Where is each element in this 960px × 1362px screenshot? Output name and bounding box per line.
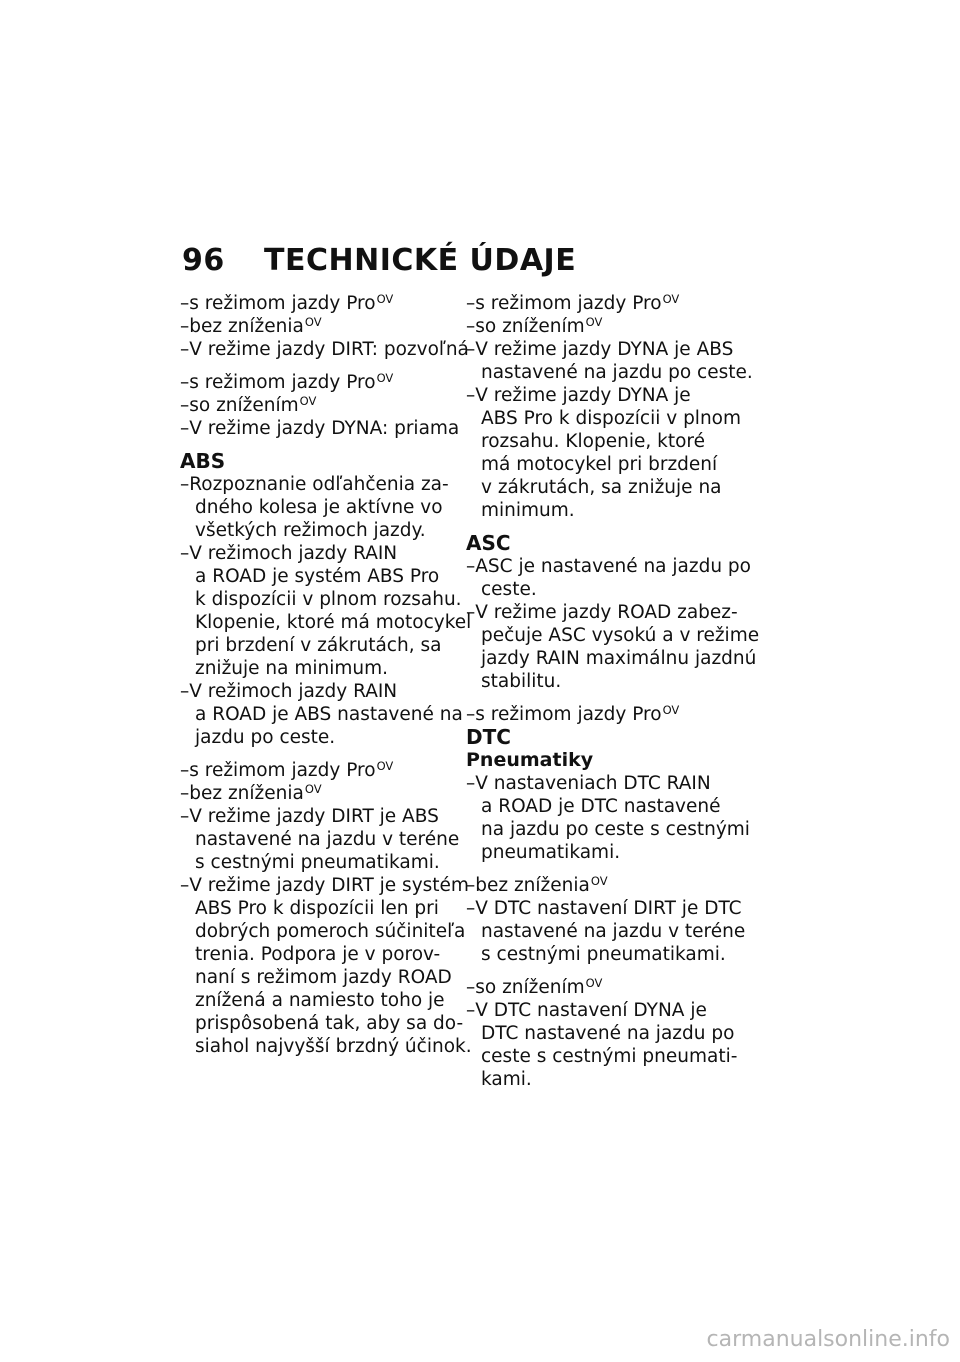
text-line [180, 943, 452, 966]
line-text: ABS Pro k dispozícii v plnom [481, 408, 742, 429]
line-text: –V režime jazdy DYNA je ABS [466, 339, 734, 360]
line-text: –s režimom jazdy Pro [180, 372, 376, 393]
text-line [180, 782, 452, 805]
line-text: DTC [466, 725, 511, 749]
left-column [180, 292, 472, 1058]
text-line [466, 670, 738, 693]
line-text: –so znížením [466, 316, 585, 337]
text-line [466, 624, 760, 647]
text-line [180, 1035, 472, 1058]
line-text: –so znížením [180, 395, 299, 416]
text-line [180, 966, 452, 989]
line-text: –V režime jazdy DIRT je systém [180, 875, 469, 896]
text-line [466, 578, 738, 601]
ov-superscript: OV [299, 394, 317, 408]
page-number: 96 [182, 243, 225, 278]
text-line [180, 703, 463, 726]
section-heading [466, 532, 738, 555]
section-heading [466, 749, 738, 772]
line-text: nastavené na jazdu po ceste. [481, 362, 753, 383]
text-line [180, 897, 452, 920]
text-line [466, 1045, 738, 1068]
text-line [180, 634, 452, 657]
text-line [466, 555, 751, 578]
line-text: pneumatikami. [481, 842, 621, 863]
text-line [466, 430, 738, 453]
text-line [466, 384, 738, 407]
ov-superscript: OV [662, 292, 680, 306]
text-line [466, 999, 738, 1022]
line-text: pečuje ASC vysokú a v režime [481, 625, 760, 646]
line-text: –V režime jazdy DIRT je ABS [180, 806, 439, 827]
text-line [180, 542, 452, 565]
line-text: naní s režimom jazdy ROAD [195, 967, 452, 988]
line-text: –V DTC nastavení DYNA je [466, 1000, 707, 1021]
line-text: nastavené na jazdu v teréne [195, 829, 460, 850]
text-line [180, 726, 452, 749]
line-text: –V režime jazdy ROAD zabez- [466, 602, 738, 623]
line-text: –V režime jazdy DYNA je [466, 385, 691, 406]
line-text: –V režimoch jazdy RAIN [180, 543, 398, 564]
line-text: –V režime jazdy DIRT: pozvoľná [180, 339, 469, 360]
line-text: stabilitu. [481, 671, 562, 692]
line-text: ABS [180, 449, 226, 473]
text-line [466, 292, 738, 315]
line-text: všetkých režimoch jazdy. [195, 520, 426, 541]
line-text: –V režime jazdy DYNA: priama [180, 418, 460, 439]
line-text: ABS Pro k dispozícii len pri [195, 898, 439, 919]
text-line [466, 943, 738, 966]
text-line [466, 315, 738, 338]
line-text: prispôsobená tak, aby sa do- [195, 1013, 464, 1034]
text-line [180, 851, 452, 874]
line-text: v zákrutách, sa znižuje na [481, 477, 722, 498]
line-text: –bez zníženia [466, 875, 590, 896]
paragraph-gap [180, 361, 452, 371]
ov-superscript: OV [304, 782, 322, 796]
text-line [466, 1068, 738, 1091]
text-line [466, 647, 757, 670]
line-text: znížená a namiesto toho je [195, 990, 445, 1011]
text-line [466, 601, 738, 624]
line-text: rozsahu. Klopenie, ktoré [481, 431, 706, 452]
line-text: dobrých pomeroch súčiniteľa [195, 921, 466, 942]
line-text: k dispozícii v plnom rozsahu. [195, 589, 462, 610]
line-text: minimum. [481, 500, 575, 521]
line-text: ASC [466, 531, 511, 555]
section-heading [466, 726, 738, 749]
text-line [180, 828, 460, 851]
page-title: TECHNICKÉ ÚDAJE [264, 243, 577, 278]
line-text: s cestnými pneumatikami. [195, 852, 440, 873]
ov-superscript: OV [376, 371, 394, 385]
ov-superscript: OV [376, 759, 394, 773]
line-text: –s režimom jazdy Pro [466, 293, 662, 314]
text-line [466, 453, 738, 476]
line-text: dného kolesa je aktívne vo [195, 497, 443, 518]
line-text: jazdy RAIN maximálnu jazdnú [481, 648, 757, 669]
line-text: –V režimoch jazdy RAIN [180, 681, 398, 702]
ov-superscript: OV [376, 292, 394, 306]
page-header [182, 243, 576, 278]
line-text: –V nastaveniach DTC RAIN [466, 773, 711, 794]
ov-superscript: OV [585, 976, 603, 990]
ov-superscript: OV [590, 874, 608, 888]
line-text: a ROAD je DTC nastavené [481, 796, 721, 817]
line-text: na jazdu po ceste s cestnými [481, 819, 750, 840]
text-line [466, 920, 746, 943]
text-line [466, 703, 738, 726]
text-line [180, 657, 452, 680]
line-text: s cestnými pneumatikami. [481, 944, 726, 965]
text-line [180, 989, 452, 1012]
text-line [180, 417, 460, 440]
line-text: má motocykel pri brzdení [481, 454, 718, 475]
line-text: –so znížením [466, 977, 585, 998]
text-line [466, 818, 750, 841]
right-column [466, 292, 760, 1091]
line-text: –bez zníženia [180, 783, 304, 804]
section-heading [180, 450, 452, 473]
text-line [180, 874, 469, 897]
line-text: Klopenie, ktoré má motocykel [195, 612, 472, 633]
text-line [180, 292, 452, 315]
line-text: –ASC je nastavené na jazdu po [466, 556, 751, 577]
line-text: –Rozpoznanie odľahčenia za- [180, 474, 449, 495]
line-text: siahol najvyšší brzdný účinok. [195, 1036, 472, 1057]
ov-superscript: OV [304, 315, 322, 329]
line-text: jazdu po ceste. [195, 727, 336, 748]
text-line [180, 1012, 464, 1035]
text-line [180, 496, 452, 519]
line-text: –s režimom jazdy Pro [180, 293, 376, 314]
line-text: znižuje na minimum. [195, 658, 389, 679]
line-text: pri brzdení v zákrutách, sa [195, 635, 442, 656]
line-text: –s režimom jazdy Pro [466, 704, 662, 725]
text-line [466, 361, 753, 384]
text-line [180, 588, 462, 611]
text-line [180, 394, 452, 417]
ov-superscript: OV [662, 703, 680, 717]
ov-superscript: OV [585, 315, 603, 329]
line-text: DTC nastavené na jazdu po [481, 1023, 735, 1044]
text-line [466, 841, 738, 864]
text-line [180, 565, 452, 588]
line-text: –s režimom jazdy Pro [180, 760, 376, 781]
text-line [466, 772, 738, 795]
text-line [466, 976, 738, 999]
line-text: trenia. Podpora je v porov- [195, 944, 441, 965]
line-text: ceste s cestnými pneumati- [481, 1046, 738, 1067]
line-text: Pneumatiky [466, 749, 594, 771]
line-text: ceste. [481, 579, 537, 600]
text-line [180, 473, 452, 496]
text-line [180, 315, 452, 338]
text-line [180, 805, 452, 828]
line-text: a ROAD je systém ABS Pro [195, 566, 440, 587]
text-line [180, 519, 452, 542]
text-line [180, 611, 472, 634]
watermark-text: carmanualsonline.info [706, 1327, 950, 1352]
text-line [466, 1022, 738, 1045]
text-line [466, 476, 738, 499]
text-line [180, 371, 452, 394]
paragraph-gap [180, 749, 452, 759]
line-text: a ROAD je ABS nastavené na [195, 704, 463, 725]
text-line [466, 874, 738, 897]
paragraph-gap [466, 966, 738, 976]
paragraph-gap [466, 864, 738, 874]
text-line [466, 407, 742, 430]
text-line [180, 338, 469, 361]
text-line [466, 499, 738, 522]
line-text: nastavené na jazdu v teréne [481, 921, 746, 942]
paragraph-gap [466, 693, 738, 703]
text-line [180, 680, 452, 703]
text-line [180, 920, 466, 943]
text-line [466, 897, 742, 920]
text-line [466, 795, 738, 818]
line-text: –V DTC nastavení DIRT je DTC [466, 898, 742, 919]
text-line [466, 338, 738, 361]
line-text: kami. [481, 1069, 532, 1090]
line-text: –bez zníženia [180, 316, 304, 337]
text-line [180, 759, 452, 782]
